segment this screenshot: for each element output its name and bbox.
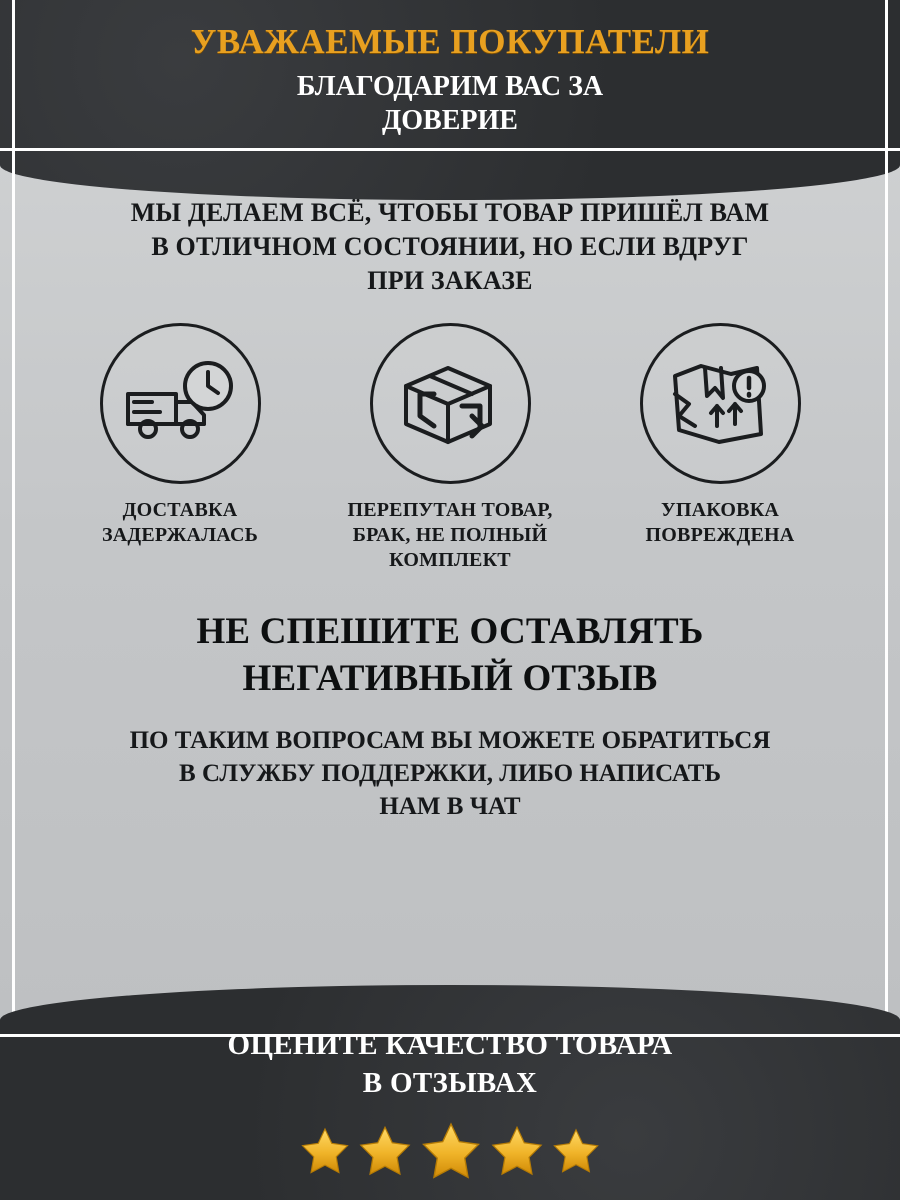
lead-paragraph: [30, 196, 870, 297]
issue-item-wrong-item: [330, 323, 570, 573]
issue-caption-line-1: УПАКОВКА: [660, 499, 780, 522]
issue-item-delivery-delayed: [60, 323, 300, 548]
top-banner: [0, 0, 900, 200]
bottom-banner: [0, 985, 900, 1200]
star-icon[interactable]: [355, 1122, 415, 1180]
rate-product-title-line-2: В ОТЗЫВАХ: [362, 1066, 538, 1099]
top-banner-text-group: [0, 22, 900, 139]
rate-product-title: [0, 1027, 900, 1102]
issue-caption-wrong-item: [330, 498, 570, 573]
star-icon[interactable]: [297, 1124, 353, 1178]
headline-line-1: НЕ СПЕШИТЕ ОСТАВЛЯТЬ: [196, 611, 704, 653]
headline-line-2: НЕГАТИВНЫЙ ОТЗЫВ: [242, 657, 658, 699]
lead-line-2: В ОТЛИЧНОМ СОСТОЯНИИ, НО ЕСЛИ ВДРУГ: [151, 231, 749, 261]
lead-line-3: ПРИ ЗАКАЗЕ: [367, 265, 533, 295]
top-banner-subtitle: [0, 70, 900, 138]
support-instructions-line-3: НАМ В ЧАТ: [379, 792, 521, 820]
star-icon[interactable]: [417, 1118, 485, 1184]
lead-line-1: МЫ ДЕЛАЕМ ВСЁ, ЧТОБЫ ТОВАР ПРИШЁЛ ВАМ: [130, 198, 770, 227]
damaged-package-icon: [640, 323, 801, 484]
box-return-arrow-icon: [370, 323, 531, 484]
support-instructions-line-1: ПО ТАКИМ ВОПРОСАМ ВЫ МОЖЕТЕ ОБРАТИТЬСЯ: [129, 726, 771, 754]
star-icon[interactable]: [549, 1125, 603, 1177]
issue-caption-line-2: БРАК, НЕ ПОЛНЫЙ: [352, 524, 548, 547]
top-banner-subtitle-line-2: ДОВЕРИЕ: [382, 105, 518, 137]
issue-caption-line-2: ЗАДЕРЖАЛАСЬ: [101, 524, 259, 547]
rating-stars[interactable]: [0, 1118, 900, 1184]
issue-item-damaged-package: [600, 323, 840, 548]
support-instructions-line-2: В СЛУЖБУ ПОДДЕРЖКИ, ЛИБО НАПИСАТЬ: [179, 759, 721, 787]
issue-caption-damaged-package: [600, 498, 840, 548]
issue-icons-row: [30, 323, 870, 573]
star-icon[interactable]: [487, 1122, 547, 1180]
issue-caption-line-1: ПЕРЕПУТАН ТОВАР,: [347, 499, 553, 522]
issue-caption-delivery-delayed: [60, 498, 300, 548]
page-title: УВАЖАЕМЫЕ ПОКУПАТЕЛИ: [190, 22, 710, 61]
rate-product-title-line-1: ОЦЕНИТЕ КАЧЕСТВО ТОВАРА: [227, 1029, 673, 1061]
main-content: [30, 196, 870, 823]
headline: [30, 609, 870, 702]
support-instructions: [30, 724, 870, 823]
delivery-truck-clock-icon: [100, 323, 261, 484]
issue-caption-line-1: ДОСТАВКА: [122, 499, 238, 522]
issue-caption-line-3: КОМПЛЕКТ: [389, 549, 511, 572]
top-banner-subtitle-line-1: БЛАГОДАРИМ ВАС ЗА: [296, 71, 604, 103]
bottom-banner-text-group: [0, 1027, 900, 1184]
issue-caption-line-2: ПОВРЕЖДЕНА: [645, 524, 795, 547]
